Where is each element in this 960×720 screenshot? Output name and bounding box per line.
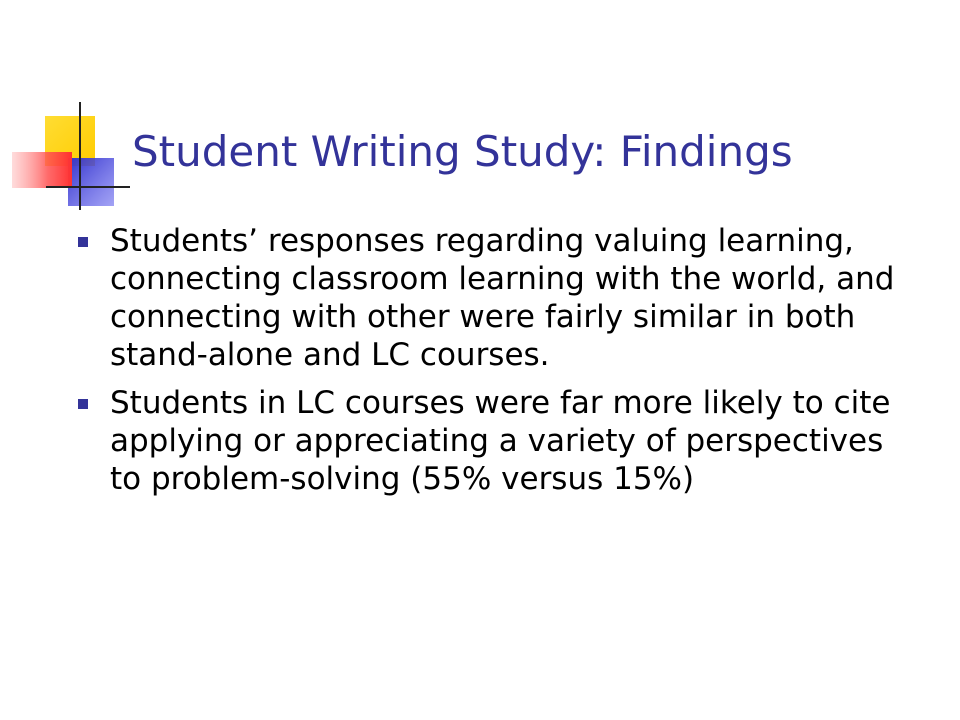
logo-blue-square xyxy=(68,158,114,206)
bullet-text: Students in LC courses were far more likely to cite applying or appreciating a variety of perspectives to problem-solving (55% versus 15%) xyxy=(110,385,891,497)
slide-title: Student Writing Study: Findings xyxy=(132,127,793,176)
office-squares-logo xyxy=(10,100,130,220)
bullet-item xyxy=(76,222,916,374)
bullet-item xyxy=(76,384,916,498)
square-bullet-icon xyxy=(78,399,88,409)
bullet-text: Students’ responses regarding valuing learning, connecting classroom learning with the world, and connecting with other were fairly similar in both stand-alone and LC courses. xyxy=(110,223,895,373)
bullet-list xyxy=(76,222,916,508)
square-bullet-icon xyxy=(78,237,88,247)
logo-red-square xyxy=(12,152,72,188)
